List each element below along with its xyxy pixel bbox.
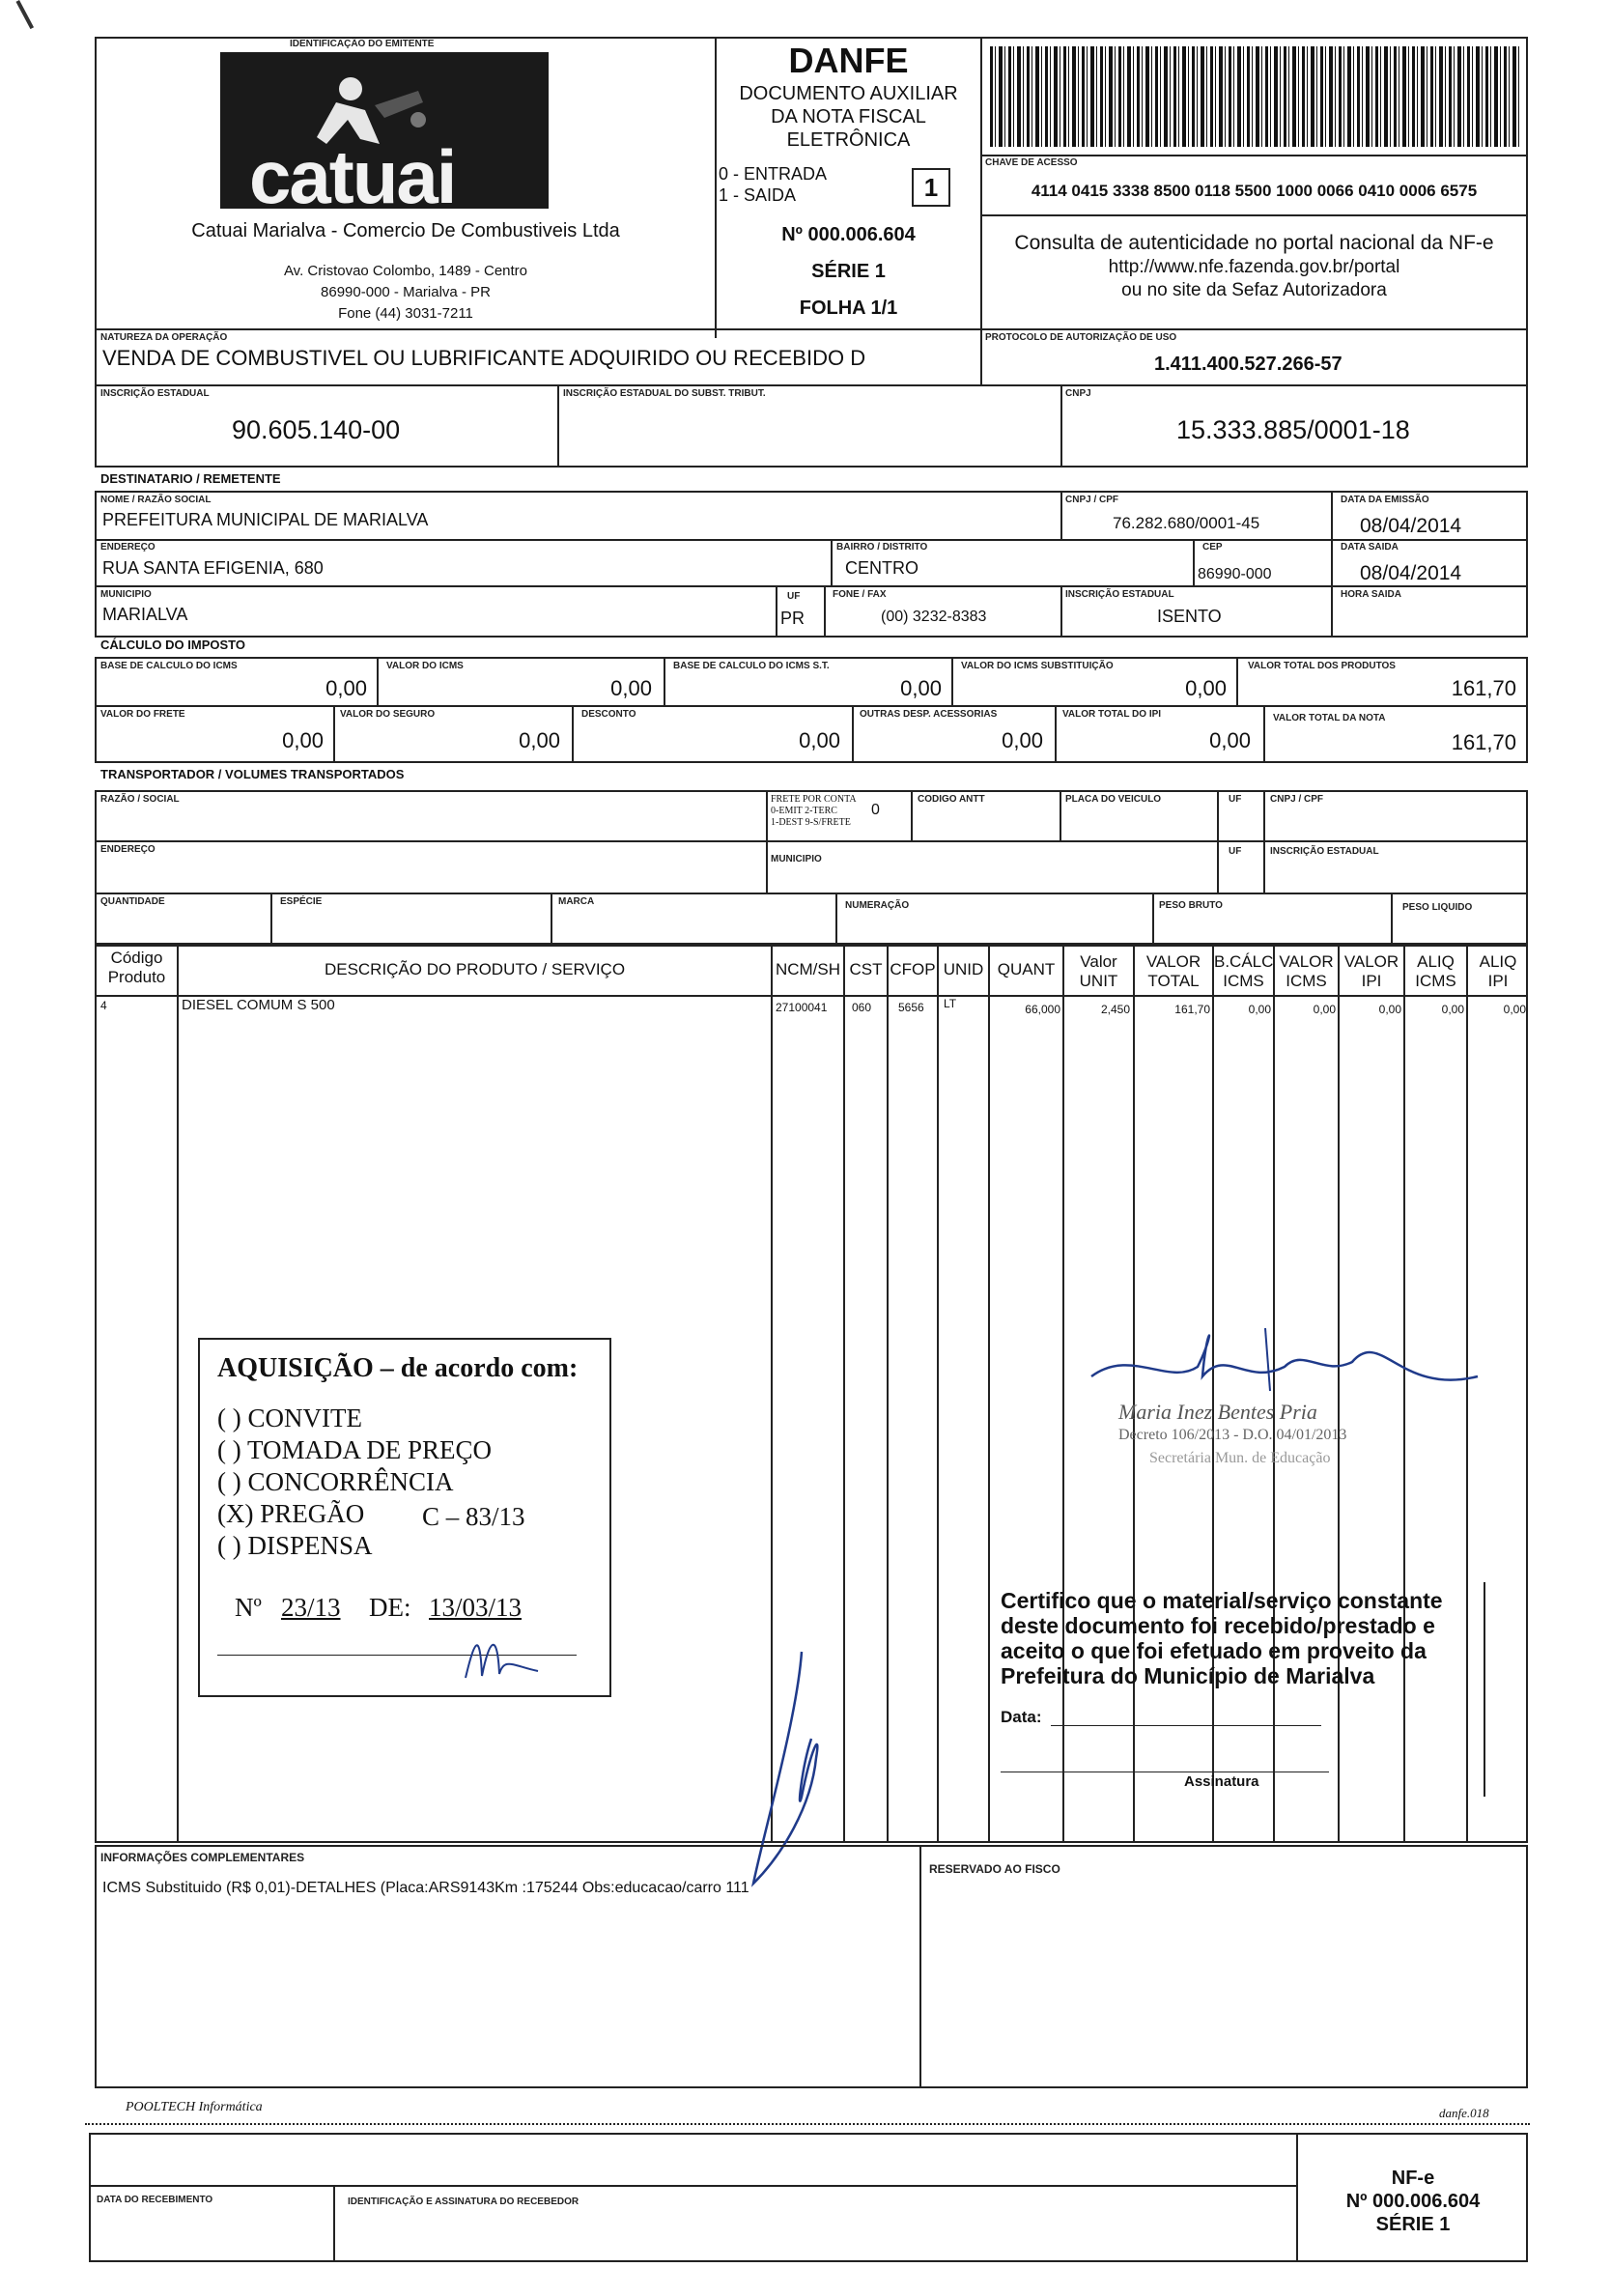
chave-label: CHAVE DE ACESSO [985,157,1078,168]
dest-cep-label: CEP [1202,542,1223,553]
aquisicao-numero: 23/13 [281,1593,341,1622]
frete-line-3: 1-DEST 9-S/FRETE [771,817,851,828]
natureza-label: NATUREZA DA OPERAÇÃO [100,332,228,343]
danfe-title: DANFE [788,41,909,80]
peso-bruto-label: PESO BRUTO [1159,900,1223,911]
complementares-label: INFORMAÇÕES COMPLEMENTARES [100,1851,305,1864]
danfe-serie: SÉRIE 1 [811,261,886,282]
frete: 0,00 [282,728,324,752]
aquisicao-opt-4: (X) PREGÃO [217,1499,365,1528]
chave-consulta-1: Consulta de autenticidade no portal nacional da NF-e [1014,232,1494,254]
dest-ie: ISENTO [1157,607,1222,626]
col-ncm: NCM/SH [775,960,841,978]
v-st: 0,00 [1185,676,1227,700]
certifico-stamp [991,1582,1485,1797]
certifico-line-4: Prefeitura do Município de Marialva [1001,1663,1375,1688]
row-cst: 060 [852,1001,872,1014]
especie-label: ESPÉCIE [280,896,323,907]
dotted-divider [85,2123,1530,2125]
row-aicms: 0,00 [1441,1003,1464,1016]
row-unid: LT [944,997,957,1010]
col-vipi-1: VALOR [1343,952,1399,971]
dest-fone-label: FONE / FAX [833,589,887,600]
transp-cnpj-label: CNPJ / CPF [1270,794,1324,805]
col-unid: UNID [943,960,984,978]
transp-municipio-label: MUNICIPIO [771,854,822,865]
col-codigo-2: Produto [107,968,166,986]
footer-brand: POOLTECH Informática [126,2100,263,2114]
dest-uf: PR [780,609,806,628]
v-icms-label: VALOR DO ICMS [386,661,464,671]
numeracao-label: NUMERAÇÃO [845,900,910,911]
chave-value: 4114 0415 3338 8500 0118 5500 1000 0066 0410 0006 6575 [1031,182,1478,200]
row-bc: 0,00 [1248,1003,1271,1016]
row-vicms: 0,00 [1313,1003,1336,1016]
frete-label: VALOR DO FRETE [100,709,185,720]
danfe-folha: FOLHA 1/1 [799,298,898,319]
col-vunit-2: UNIT [1079,972,1118,990]
protocolo-value: 1.411.400.527.266-57 [1154,354,1342,375]
col-bc-2: ICMS [1223,972,1264,990]
bc-icms: 0,00 [325,676,367,700]
col-vunit-1: Valor [1080,952,1117,971]
destinatario-section-label: DESTINATARIO / REMETENTE [100,471,281,486]
row-ncm: 27100041 [776,1001,828,1014]
dest-cnpj-label: CNPJ / CPF [1065,495,1119,505]
col-cst: CST [849,960,883,978]
emitente-section-label: IDENTIFICAÇÃO DO EMITENTE [290,39,435,49]
dest-cep: 86990-000 [1198,566,1272,582]
seguro: 0,00 [519,728,560,752]
dest-municipio: MARIALVA [102,605,188,624]
cnpj-label: CNPJ [1065,388,1091,399]
aquisicao-opt-1: ( ) CONVITE [217,1403,362,1432]
certifico-assinatura-label: Assinatura [1184,1773,1259,1790]
col-vicms-1: VALOR [1279,952,1334,971]
barcode [990,46,1519,147]
fisco-label: RESERVADO AO FISCO [929,1862,1060,1876]
row-quant: 66,000 [1025,1003,1060,1016]
dest-nome-label: NOME / RAZÃO SOCIAL [100,495,212,505]
aquisicao-opt-2: ( ) TOMADA DE PREÇO [217,1435,493,1464]
bc-st: 0,00 [900,676,942,700]
col-aipi-1: ALIQ [1479,952,1517,971]
row-cfop: 5656 [898,1001,924,1014]
dest-emissao: 08/04/2014 [1360,515,1462,537]
outras-label: OUTRAS DESP. ACESSORIAS [860,709,998,720]
dest-saida: 08/04/2014 [1360,562,1462,584]
danfe-saida: 1 - SAIDA [719,185,797,205]
col-vtotal-1: VALOR [1145,952,1201,971]
footer-code: danfe.018 [1439,2106,1489,2120]
v-nota: 161,70 [1451,730,1516,754]
outras: 0,00 [1002,728,1043,752]
aquisicao-opt-3: ( ) CONCORRÊNCIA [217,1467,454,1496]
col-descricao: DESCRIÇÃO DO PRODUTO / SERVIÇO [324,960,626,978]
frete-value: 0 [871,802,880,818]
aquisicao-opt-5: ( ) DISPENSA [217,1531,373,1560]
quantidade-label: QUANTIDADE [100,896,165,907]
transp-endereco-label: ENDEREÇO [100,844,155,855]
aquisicao-title: AQUISIÇÃO – de acordo com: [217,1353,579,1383]
dest-bairro: CENTRO [845,558,919,578]
emitente-name: Catuai Marialva - Comercio De Combustiveis Ltda [191,220,620,241]
dest-emissao-label: DATA DA EMISSÃO [1341,495,1429,505]
cnpj-value: 15.333.885/0001-18 [1176,415,1410,444]
row-codigo: 4 [100,999,107,1012]
recebimento-label: DATA DO RECEBIMENTO [97,2195,213,2205]
natureza-value: VENDA DE COMBUSTIVEL OU LUBRIFICANTE ADQUIRIDO OU RECEBIDO D [102,346,866,370]
v-prod-label: VALOR TOTAL DOS PRODUTOS [1248,661,1396,671]
frete-line-2: 0-EMIT 2-TERC [771,806,837,816]
dest-ie-label: INSCRIÇÃO ESTADUAL [1065,589,1174,600]
dest-nome: PREFEITURA MUNICIPAL DE MARIALVA [102,510,429,529]
peso-liquido-label: PESO LIQUIDO [1402,902,1473,913]
row-descricao: DIESEL COMUM S 500 [182,997,335,1013]
ie-label: INSCRIÇÃO ESTADUAL [100,388,210,399]
emitente-city: 86990-000 - Marialva - PR [321,284,491,300]
emitente-address: Av. Cristovao Colombo, 1489 - Centro [283,263,528,279]
ie-st-label: INSCRIÇÃO ESTADUAL DO SUBST. TRIBUT. [563,388,766,399]
signature-line-2: Decreto 106/2013 - D.O. 04/01/2013 [1118,1427,1347,1443]
dest-municipio-label: MUNICIPIO [100,589,152,600]
dest-endereco: RUA SANTA EFIGENIA, 680 [102,558,324,578]
col-aipi-2: IPI [1487,972,1509,990]
row-aipi: 0,00 [1503,1003,1526,1016]
antt-label: CODIGO ANTT [918,794,985,805]
signature-stamp [1072,1309,1487,1492]
col-cfop: CFOP [890,960,936,978]
transporte-section-label: TRANSPORTADOR / VOLUMES TRANSPORTADOS [100,767,405,781]
emitente-phone: Fone (44) 3031-7211 [338,305,473,322]
certifico-line-3: aceito o que foi efetuado em proveito da [1001,1638,1427,1663]
logo-text: catuai [249,134,456,209]
aquisicao-numero-prefix: Nº [235,1593,262,1622]
placa-label: PLACA DO VEICULO [1065,794,1162,805]
ie-value: 90.605.140-00 [232,415,401,444]
chave-consulta-3: ou no site da Sefaz Autorizadora [1121,280,1387,300]
certifico-line-1: Certifico que o material/serviço constante [1001,1588,1443,1613]
col-vipi-2: IPI [1361,972,1382,990]
aquisicao-initials [461,1628,548,1686]
dest-saida-label: DATA SAIDA [1341,542,1399,553]
col-vicms-2: ICMS [1286,972,1327,990]
col-codigo-1: Código [110,949,163,967]
row-vtotal: 161,70 [1174,1003,1210,1016]
signature-line-3: Secretária Mun. de Educação [1149,1450,1331,1466]
protocolo-label: PROTOCOLO DE AUTORIZAÇÃO DE USO [985,332,1177,343]
transp-razao-label: RAZÃO / SOCIAL [100,794,180,805]
danfe-tipo-box: 1 [912,168,950,207]
imposto-section-label: CÁLCULO DO IMPOSTO [100,638,245,652]
danfe-subtitle-1: DOCUMENTO AUXILIAR [739,83,958,104]
aquisicao-data-prefix: DE: [369,1593,411,1622]
row-vipi: 0,00 [1378,1003,1401,1016]
v-st-label: VALOR DO ICMS SUBSTITUIÇÃO [961,661,1114,671]
certifico-data-label: Data: [1001,1708,1042,1726]
col-vtotal-2: TOTAL [1147,972,1200,990]
desconto-label: DESCONTO [581,709,636,720]
v-prod: 161,70 [1451,676,1516,700]
complementares-text: ICMS Substituido (R$ 0,01)-DETALHES (Placa:ARS9143Km :175244 Obs:educacao/carro 111 [102,1880,749,1896]
transp-uf-label: UF [1229,794,1242,805]
footer-numero: Nº 000.006.604 [1345,2191,1481,2212]
transp-ie-label: INSCRIÇÃO ESTADUAL [1270,846,1379,857]
danfe-numero: Nº 000.006.604 [781,224,916,245]
certifico-line-2: deste documento foi recebido/prestado e [1001,1613,1435,1638]
dest-cnpj: 76.282.680/0001-45 [1113,514,1260,532]
col-bc-1: B.CÁLC [1214,952,1274,971]
chave-consulta-2: http://www.nfe.fazenda.gov.br/portal [1108,257,1400,277]
page-corner-mark [15,0,34,29]
v-nota-label: VALOR TOTAL DA NOTA [1273,713,1386,723]
desconto: 0,00 [799,728,840,752]
col-aicms-2: ICMS [1415,972,1456,990]
dest-hora-label: HORA SAIDA [1341,589,1401,600]
dest-endereco-label: ENDEREÇO [100,542,155,553]
emitente-logo [220,52,549,209]
dest-uf-label: UF [787,591,801,602]
row-vunit: 2,450 [1100,1003,1130,1016]
frete-line-1: FRETE POR CONTA [771,794,857,805]
ipi: 0,00 [1209,728,1251,752]
recebedor-label: IDENTIFICAÇÃO E ASSINATURA DO RECEBEDOR [348,2197,579,2207]
marca-label: MARCA [558,896,595,907]
col-aicms-1: ALIQ [1417,952,1455,971]
aquisicao-opt-4-ref: C – 83/13 [422,1502,525,1531]
bc-st-label: BASE DE CALCULO DO ICMS S.T. [673,661,830,671]
dest-fone: (00) 3232-8383 [881,609,987,625]
danfe-subtitle-3: ELETRÔNICA [786,129,911,151]
danfe-entrada: 0 - ENTRADA [719,164,828,184]
v-icms: 0,00 [610,676,652,700]
ipi-label: VALOR TOTAL DO IPI [1062,709,1162,720]
transp-uf2-label: UF [1229,846,1242,857]
aquisicao-stamp [198,1338,611,1697]
aquisicao-data: 13/03/13 [429,1593,523,1622]
danfe-subtitle-2: DA NOTA FISCAL [771,106,926,128]
col-quant: QUANT [997,960,1056,978]
bc-icms-label: BASE DE CALCULO DO ICMS [100,661,238,671]
dest-bairro-label: BAIRRO / DISTRITO [836,542,928,553]
footer-serie: SÉRIE 1 [1375,2214,1451,2235]
signature-name: Maria Inez Bentes Pria [1118,1400,1317,1424]
seguro-label: VALOR DO SEGURO [340,709,436,720]
footer-nfe: NF-e [1391,2168,1435,2189]
